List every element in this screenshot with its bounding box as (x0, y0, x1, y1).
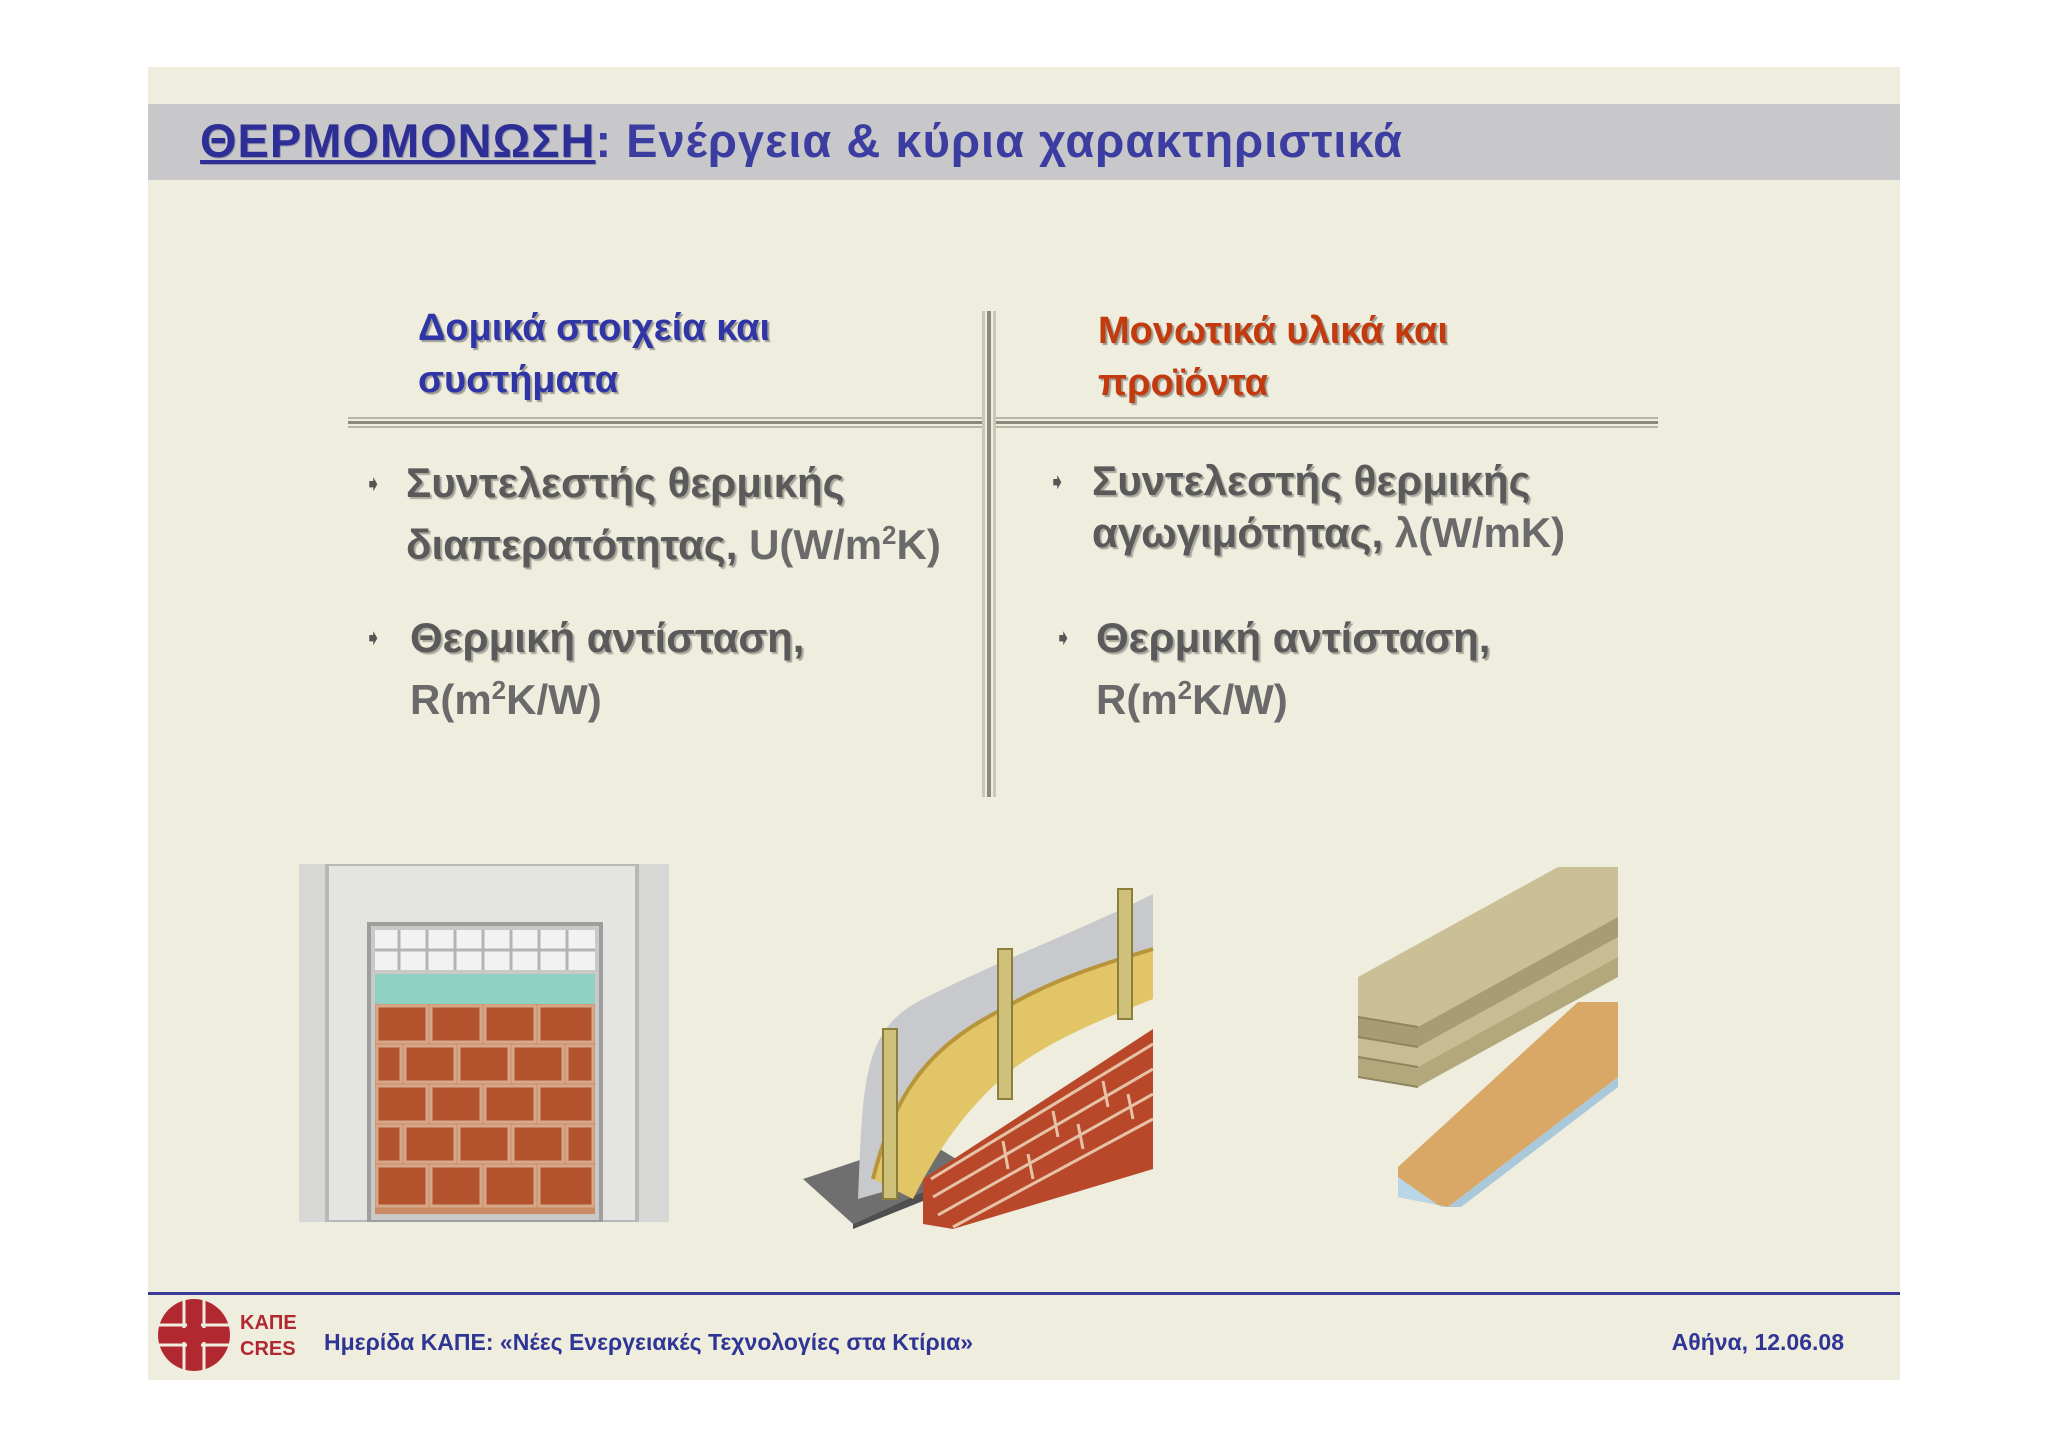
bullet-text: Θερμική αντίσταση, (410, 614, 805, 661)
bullet-arrow-icon: ➧ (1054, 625, 1073, 650)
logo-text-kape: ΚΑΠΕ (240, 1312, 297, 1334)
footer-event-text: Ημερίδα ΚΑΠΕ: «Νέες Ενεργειακές Τεχνολογίες στα Κτίρια» (324, 1329, 974, 1355)
right-bullet-r-value (1096, 612, 1696, 726)
unit-label: $U(W/m^2K)$ (749, 520, 941, 568)
bullet-text: Συντελεστής θερμικής (1092, 457, 1531, 504)
wall-section-illustration (803, 879, 1163, 1229)
logo-text-cres: CRES (240, 1338, 296, 1360)
bullet-arrow-icon: ➧ (364, 625, 383, 650)
left-bullet-r-value (410, 612, 1010, 726)
slide-title (200, 113, 1403, 168)
slide (148, 67, 1900, 1380)
left-column-heading (418, 302, 938, 406)
left-bullet-u-value (406, 457, 1006, 571)
bullet-arrow-icon: ➧ (1048, 469, 1067, 494)
bullet-text: διαπερατότητας, (406, 521, 738, 568)
left-heading-line-1: Δομικά στοιχεία και (418, 307, 771, 349)
footer-divider (148, 1292, 1900, 1295)
bullet-text: Θερμική αντίσταση, (1096, 614, 1491, 661)
insulation-boards-illustration (1358, 867, 1618, 1207)
right-column-heading (1098, 305, 1618, 409)
right-heading-line-1: Μονωτικά υλικά και (1098, 310, 1448, 352)
brick-wall-photo (299, 864, 669, 1222)
right-bullet-lambda (1092, 455, 1692, 559)
right-heading-line-2: προϊόντα (1098, 362, 1268, 404)
unit-label: $R(m^2K/W)$ (1096, 675, 1288, 723)
title-keyword: ΘΕΡΜΟΜΟΝΩΣΗ (200, 114, 596, 167)
footer-date-text: Αθήνα, 12.06.08 (1671, 1329, 1844, 1355)
horizontal-divider (348, 417, 1658, 428)
left-heading-line-2: συστήματα (418, 359, 619, 401)
bullet-text: Συντελεστής θερμικής (406, 459, 845, 506)
unit-label: $R(m^2K/W)$ (410, 675, 602, 723)
title-rest: : Ενέργεια & κύρια χαρακτηριστικά (595, 114, 1404, 167)
kape-cres-logo (154, 1295, 304, 1375)
unit-label: λ(W/mK) (1394, 509, 1566, 556)
bullet-arrow-icon: ➧ (364, 471, 383, 496)
bullet-text: αγωγιμότητας, (1092, 509, 1384, 556)
